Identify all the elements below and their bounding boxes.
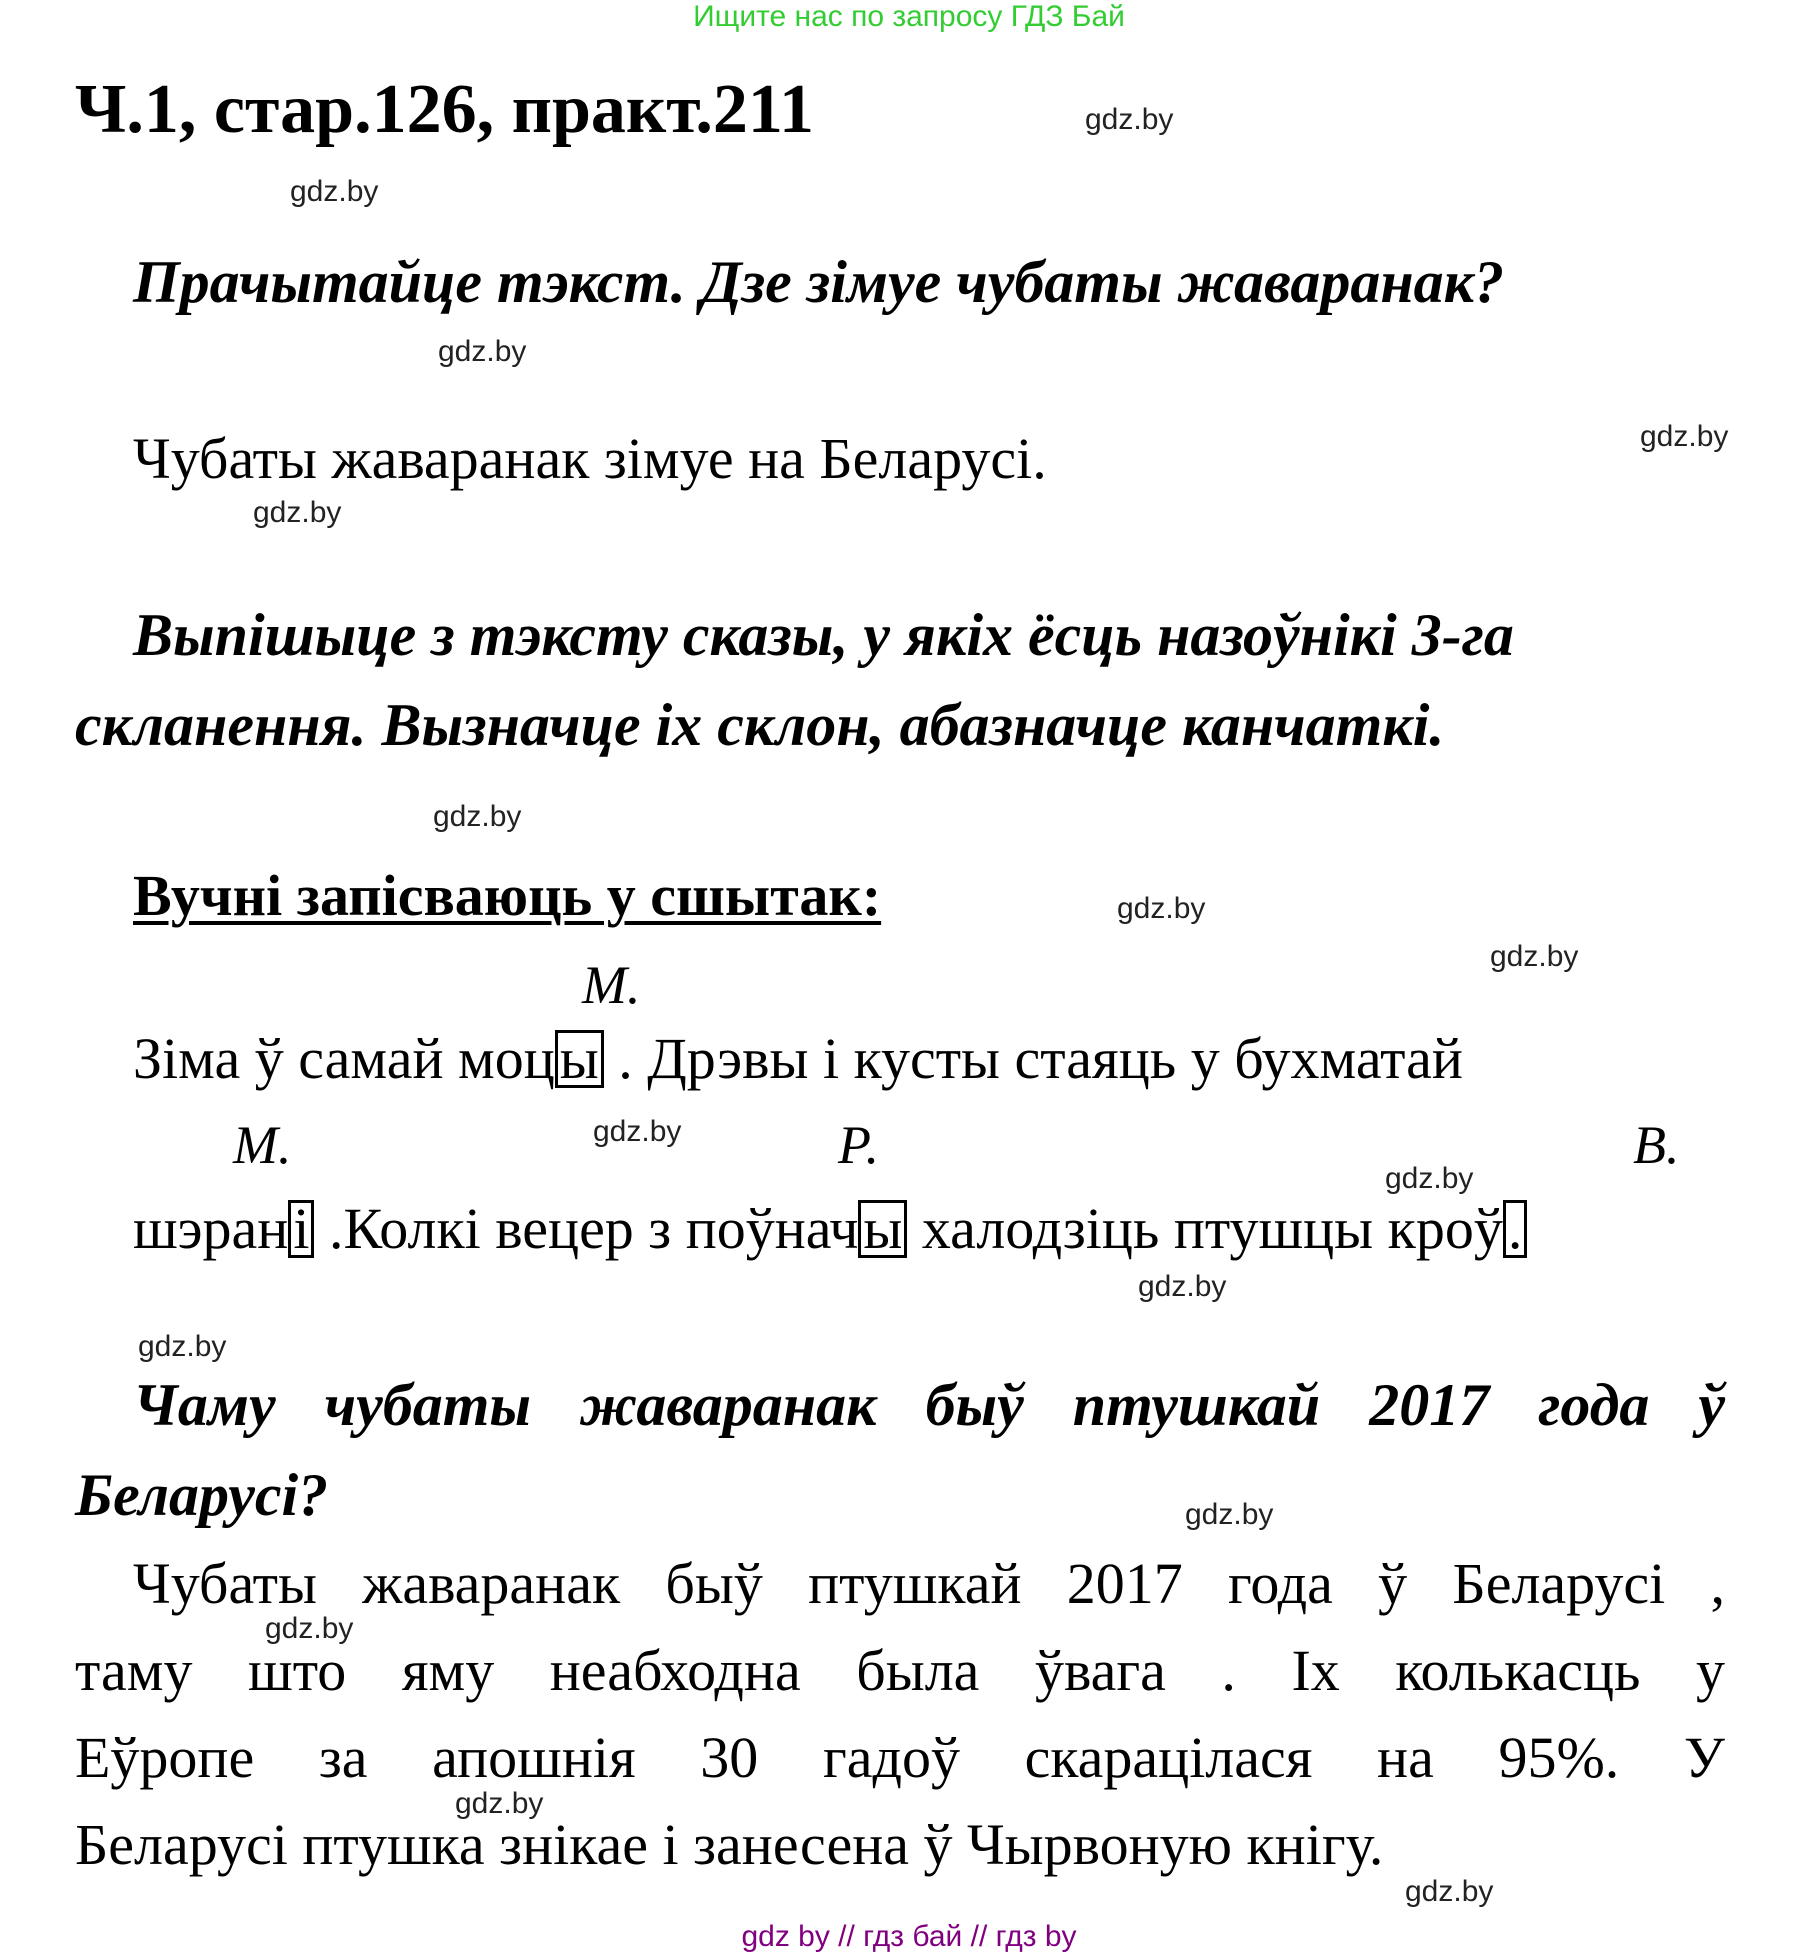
watermark: gdz.by xyxy=(433,800,522,833)
task3-question-line2: Беларусі? xyxy=(75,1462,329,1528)
ending-box: і xyxy=(288,1200,314,1258)
case-mark: Р. xyxy=(838,1115,880,1175)
task3-answer-line: Беларусі птушка знікае і занесена ў Чырвоную кнігу. xyxy=(75,1812,1384,1877)
ending-box: ы xyxy=(858,1200,907,1258)
task3-answer-line: Еўропе за апошнія 30 гадоў скарацілася на 95%. У xyxy=(75,1725,1725,1790)
watermark: gdz.by xyxy=(593,1115,682,1148)
watermark: gdz.by xyxy=(1117,892,1206,925)
task1-question: Прачытайце тэкст. Дзе зімуе чубаты жаваранак? xyxy=(133,249,1505,315)
top-banner: Ищите нас по запросу ГДЗ Бай xyxy=(693,0,1125,33)
watermark: gdz.by xyxy=(1490,940,1579,973)
page-title: Ч.1, стар.126, практ.211 xyxy=(75,71,814,148)
ending-box: . xyxy=(1503,1200,1528,1258)
watermark: gdz.by xyxy=(138,1330,227,1363)
watermark: gdz.by xyxy=(1085,103,1174,136)
sentence-text: . Дрэвы і кусты стаяць у бухматай xyxy=(603,1026,1463,1091)
task2-question-line2: скланення. Вызначце іх склон, абазначце канчаткі. xyxy=(75,692,1445,758)
task1-answer: Чубаты жаваранак зімуе на Беларусі. xyxy=(133,426,1047,491)
sentence-text: шэран xyxy=(133,1196,289,1261)
watermark: gdz.by xyxy=(438,335,527,368)
sentence-text: .Колкі вецер з поўнач xyxy=(314,1196,859,1261)
task3-answer-line: таму што яму неабходна была ўвага . Іх колькасць у xyxy=(75,1638,1725,1703)
sentence-text: халодзіць птушцы кроў xyxy=(907,1196,1503,1261)
watermark: gdz.by xyxy=(455,1787,544,1820)
watermark: gdz.by xyxy=(1385,1162,1474,1195)
watermark: gdz.by xyxy=(1138,1270,1227,1303)
sentence-line-2 xyxy=(133,1195,1527,1263)
footer: gdz by // гдз бай // гдз by xyxy=(741,1920,1077,1953)
case-mark: В. xyxy=(1633,1115,1680,1175)
task3-answer-line: Чубаты жаваранак быў птушкай 2017 года ў Беларусі , xyxy=(133,1551,1725,1616)
case-mark: М. xyxy=(582,955,641,1015)
notebook-heading: Вучні запісваюць у сшытак: xyxy=(133,863,882,928)
case-mark: М. xyxy=(233,1115,292,1175)
watermark: gdz.by xyxy=(265,1612,354,1645)
watermark: gdz.by xyxy=(1640,420,1729,453)
ending-box: ы xyxy=(555,1030,604,1088)
sentence-line-1 xyxy=(133,1025,1463,1093)
task3-question-line1: Чаму чубаты жаваранак быў птушкай 2017 года ў xyxy=(133,1372,1725,1438)
watermark: gdz.by xyxy=(1405,1875,1494,1908)
task2-question-line1: Выпішыце з тэксту сказы, у якіх ёсць назоўнікі 3-га xyxy=(133,602,1514,668)
sentence-text: Зіма ў самай моц xyxy=(133,1026,555,1091)
watermark: gdz.by xyxy=(290,175,379,208)
watermark: gdz.by xyxy=(1185,1498,1274,1531)
watermark: gdz.by xyxy=(253,496,342,529)
